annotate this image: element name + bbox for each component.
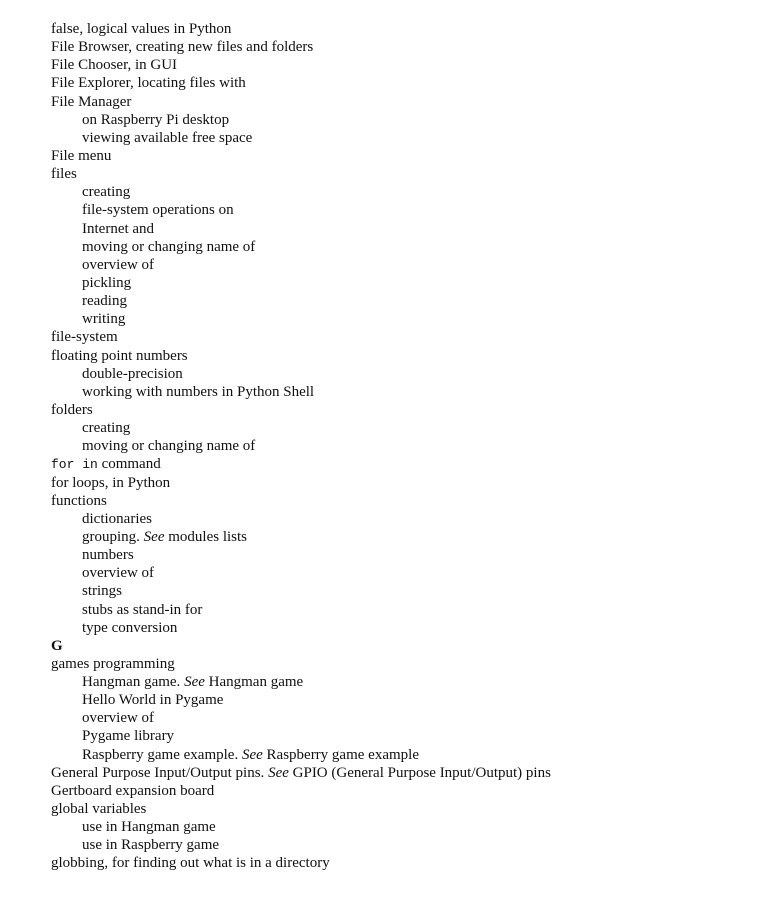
index-subentry: [51, 528, 741, 546]
entry-text: Hangman game.: [82, 674, 185, 691]
entry-text: Raspberry game example.: [82, 746, 242, 763]
entry-text: overview of: [82, 710, 155, 727]
index-subentry: [51, 582, 741, 600]
index-entry: [51, 401, 741, 419]
entry-text: viewing available free space: [82, 129, 253, 146]
entry-text: strings: [82, 583, 123, 600]
entry-text: working with numbers in Python Shell: [82, 383, 315, 400]
index-entry: [51, 854, 741, 872]
index-subentry: [51, 564, 741, 582]
index-entry: [51, 782, 741, 800]
entry-text: creating: [82, 420, 131, 437]
index-subentry: [51, 201, 741, 219]
entry-text: use in Hangman game: [82, 819, 216, 836]
index-subentry: [51, 256, 741, 274]
index-entry: [51, 764, 741, 782]
index-subentry: [51, 274, 741, 292]
entry-text: Hello World in Pygame: [82, 692, 224, 709]
index-list: [51, 20, 741, 873]
entry-text: Pygame library: [82, 728, 175, 745]
entry-text: General Purpose Input/Output pins.: [51, 764, 269, 781]
entry-text: double-precision: [82, 365, 183, 382]
entry-text: File Chooser, in GUI: [51, 57, 178, 74]
entry-text: command: [97, 456, 161, 473]
entry-text: file-system operations on: [82, 202, 234, 219]
index-subentry: [51, 383, 741, 401]
index-entry: [51, 38, 741, 56]
entry-text: global variables: [51, 801, 147, 818]
entry-text: files: [51, 166, 77, 183]
index-subentry: [51, 183, 741, 201]
entry-text: File Explorer, locating files with: [51, 75, 246, 92]
index-subentry: [51, 709, 741, 727]
entry-text: moving or changing name of: [82, 238, 256, 255]
index-entry: [51, 800, 741, 818]
entry-text: stubs as stand-in for: [82, 601, 203, 618]
index-entry: [51, 492, 741, 510]
entry-text: globbing, for finding out what is in a directory: [51, 855, 330, 872]
see-reference: See: [268, 764, 289, 781]
entry-text: reading: [82, 293, 127, 310]
entry-text: Gertboard expansion board: [51, 782, 215, 799]
entry-text: on Raspberry Pi desktop: [82, 111, 230, 128]
index-subentry: [51, 129, 741, 147]
entry-text: use in Raspberry game: [82, 837, 220, 854]
entry-text: writing: [82, 311, 126, 328]
entry-text: moving or changing name of: [82, 438, 256, 455]
index-entry: [51, 655, 741, 673]
entry-text: type conversion: [82, 619, 178, 636]
entry-text: File Manager: [51, 93, 132, 110]
index-entry: [51, 56, 741, 74]
index-subentry: [51, 310, 741, 328]
entry-text: functions: [51, 492, 107, 509]
see-target: Hangman game: [204, 674, 304, 691]
entry-text: overview of: [82, 256, 155, 273]
index-subentry: [51, 238, 741, 256]
index-subentry: [51, 601, 741, 619]
index-entry: [51, 93, 741, 111]
entry-text: floating point numbers: [51, 347, 188, 364]
code-term: for in: [51, 457, 98, 473]
see-reference: See: [184, 674, 205, 691]
see-target: GPIO (General Purpose Input/Output) pins: [288, 764, 551, 781]
see-target: Raspberry game example: [262, 746, 419, 763]
index-entry: [51, 328, 741, 346]
index-subentry: [51, 437, 741, 455]
entry-text: creating: [82, 184, 131, 201]
entry-text: File Browser, creating new files and folders: [51, 39, 314, 56]
index-subentry: [51, 836, 741, 854]
see-reference: See: [241, 746, 263, 763]
index-subentry: [51, 818, 741, 836]
index-entry: [51, 147, 741, 165]
index-subentry: [51, 673, 741, 691]
index-subentry: [51, 220, 741, 238]
see-reference: See: [143, 528, 165, 545]
index-subentry: [51, 419, 741, 437]
entry-text: overview of: [82, 565, 155, 582]
index-entry: [51, 347, 741, 365]
entry-text: G: [51, 637, 63, 654]
index-subentry: [51, 619, 741, 637]
entry-text: Internet and: [82, 220, 155, 237]
entry-text: for loops, in Python: [51, 474, 171, 491]
entry-text: numbers: [82, 547, 134, 564]
index-subentry: [51, 510, 741, 528]
index-entry: [51, 20, 741, 38]
index-entry: [51, 74, 741, 92]
index-entry: [51, 474, 741, 492]
entry-text: File menu: [51, 147, 112, 164]
entry-text: folders: [51, 401, 93, 418]
index-subentry: [51, 111, 741, 129]
index-subentry: [51, 727, 741, 745]
index-entry: [51, 165, 741, 183]
index-subentry: [51, 546, 741, 564]
index-subentry: [51, 746, 741, 764]
entry-text: dictionaries: [82, 510, 152, 527]
entry-text: file-system: [51, 329, 118, 346]
entry-text: grouping.: [82, 528, 144, 545]
see-target: modules lists: [164, 528, 248, 545]
index-entry: [51, 455, 741, 473]
index-subentry: [51, 292, 741, 310]
entry-text: games programming: [51, 655, 175, 672]
index-subentry: [51, 365, 741, 383]
index-letter-heading: [51, 637, 741, 655]
entry-text: pickling: [82, 274, 132, 291]
index-subentry: [51, 691, 741, 709]
entry-text: false, logical values in Python: [51, 21, 232, 37]
